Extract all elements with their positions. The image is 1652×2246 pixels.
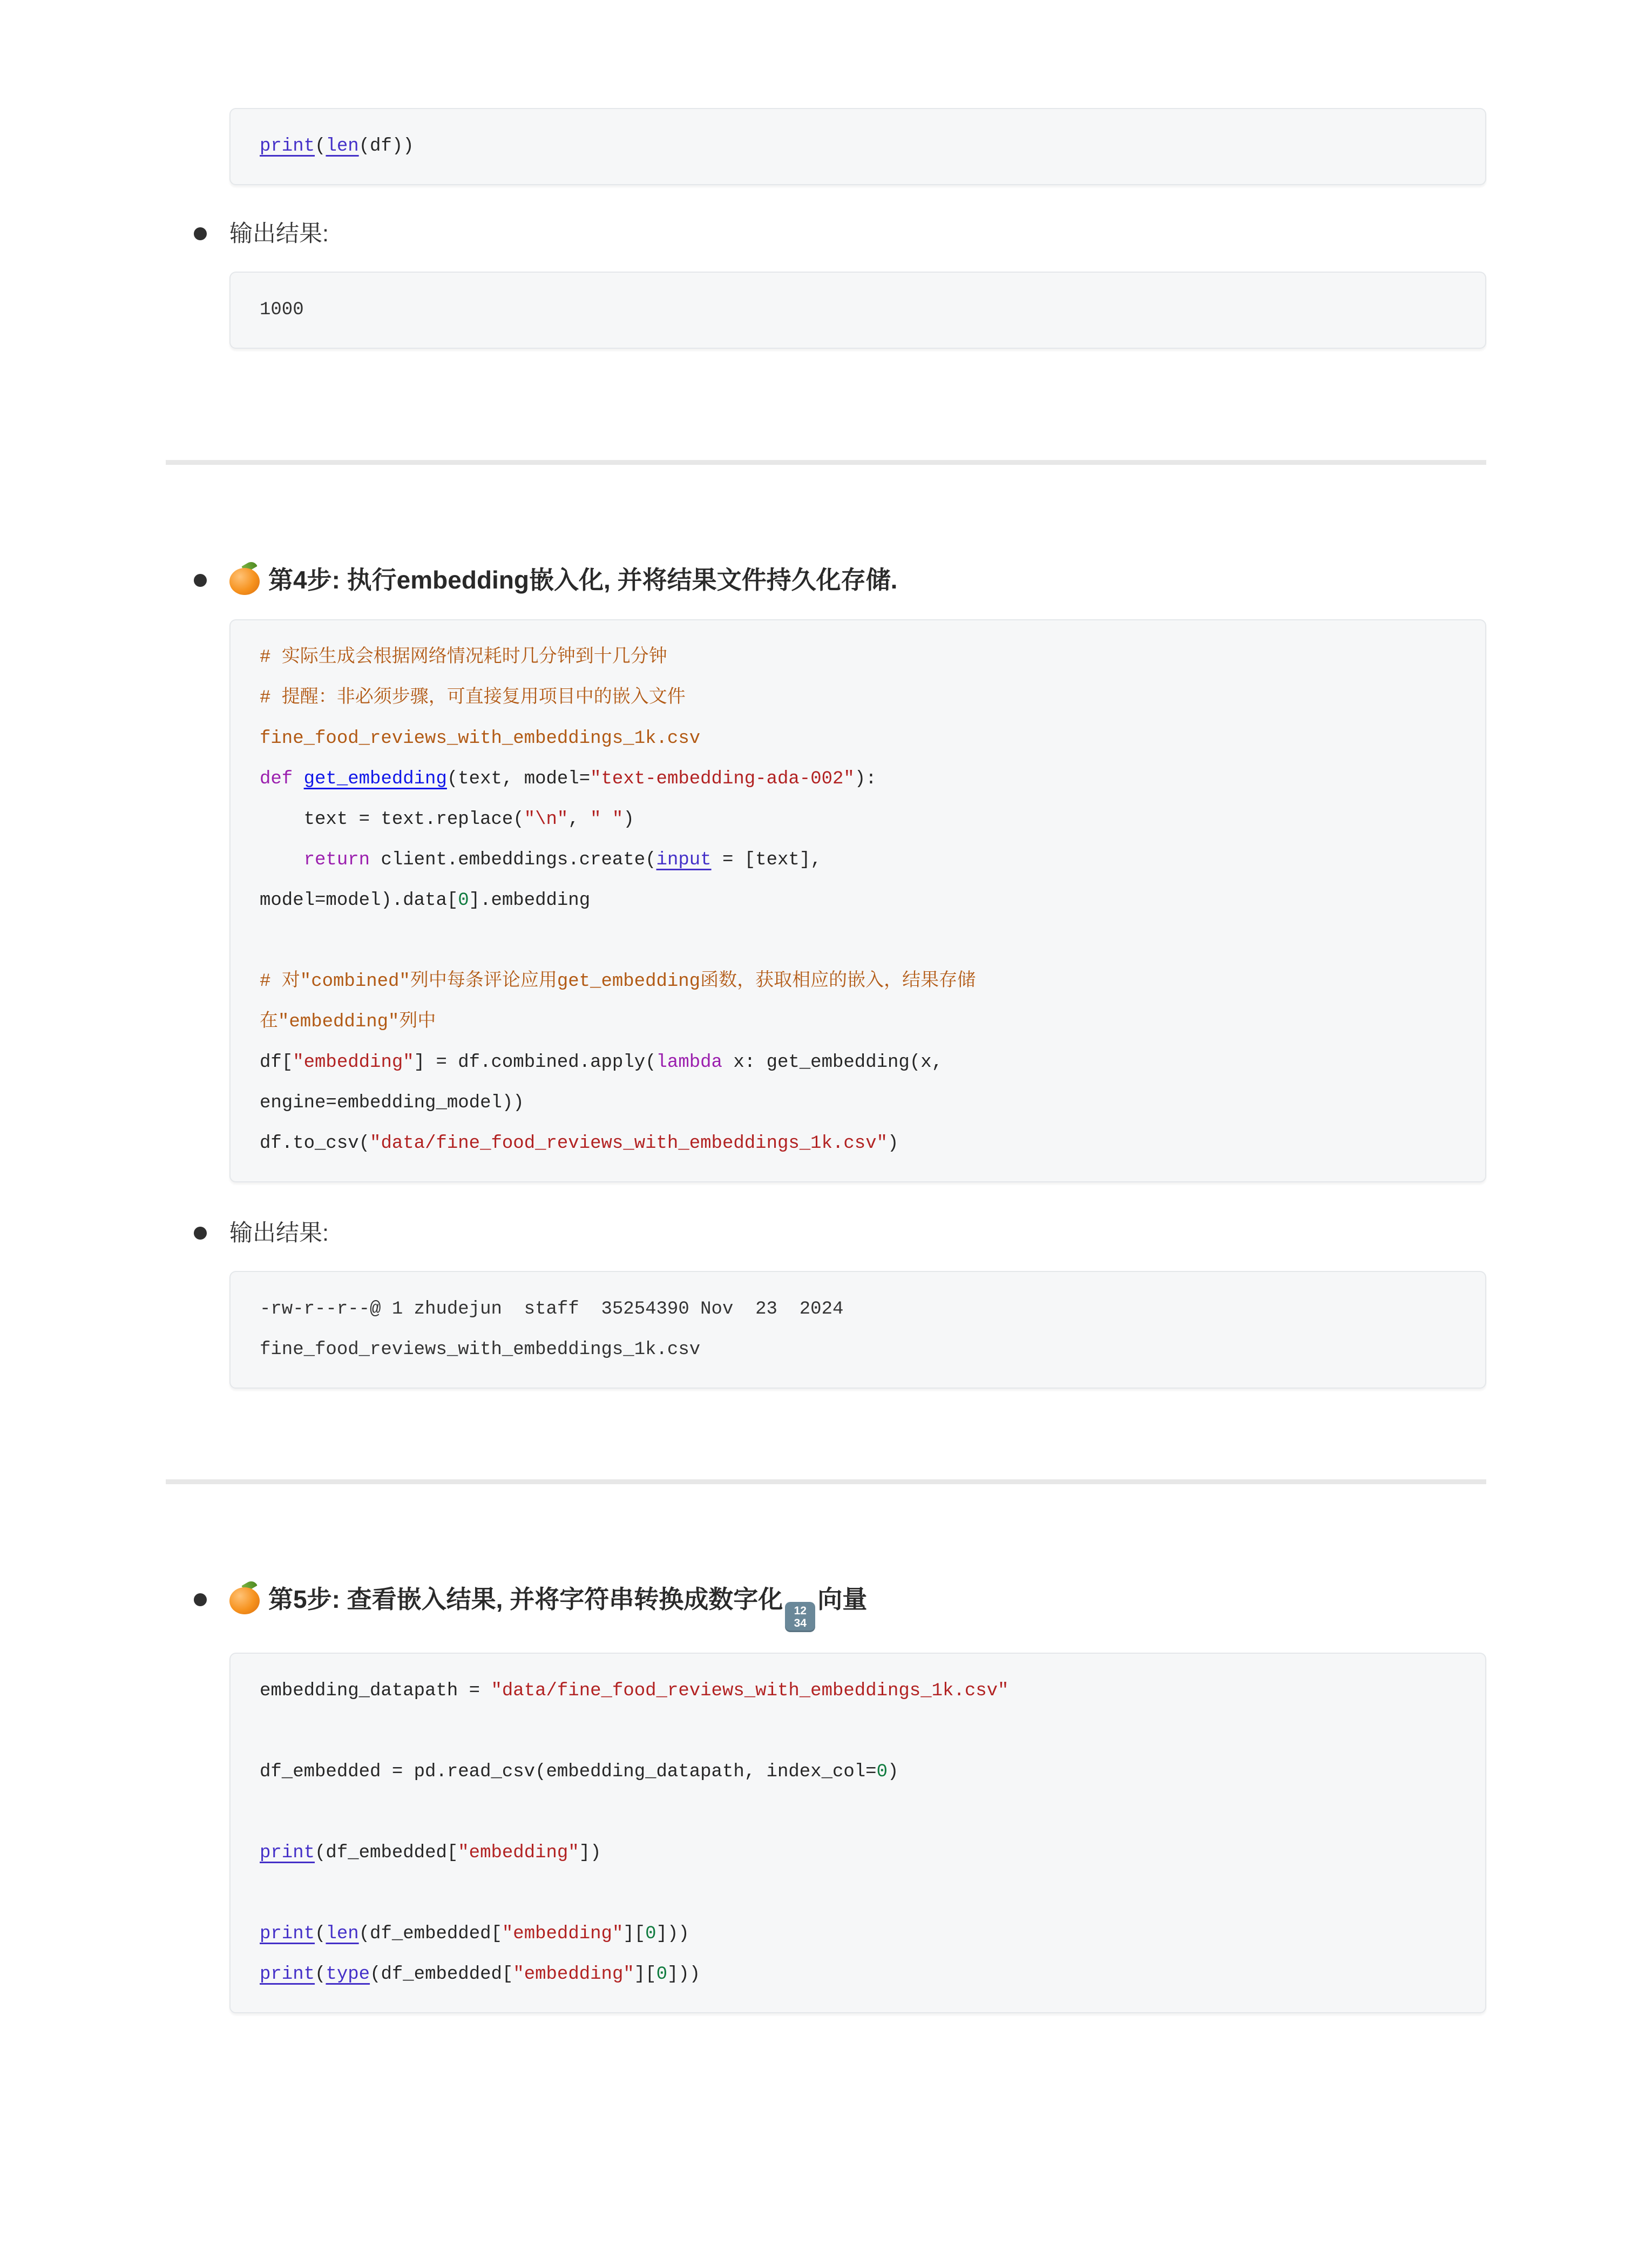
code-line: df.to_csv("data/fine_food_reviews_with_embeddings_1k.csv") bbox=[260, 1133, 899, 1154]
code-line: return client.embeddings.create(input = [text], bbox=[303, 850, 822, 870]
output-block-file-listing bbox=[229, 1271, 1486, 1389]
list-bullet-icon bbox=[194, 227, 207, 240]
code-block-embedding-generation bbox=[229, 619, 1486, 1182]
step5-title-suffix: 向量 bbox=[817, 1585, 868, 1613]
code-line: fine_food_reviews_with_embeddings_1k.csv bbox=[260, 728, 701, 749]
code-line: embedding_datapath = "data/fine_food_reviews_with_embeddings_1k.csv" bbox=[260, 1681, 1009, 1701]
code-block-view-embedding bbox=[229, 1653, 1486, 2013]
step5-heading bbox=[229, 1580, 867, 1632]
numbers-emoji-top-digits: 12 bbox=[794, 1605, 807, 1617]
code-line bbox=[260, 1873, 1456, 1914]
code-line: fine_food_reviews_with_embeddings_1k.csv bbox=[260, 1340, 701, 1360]
numbers-emoji-bottom-digits: 34 bbox=[794, 1617, 807, 1629]
code-line: print(len(df_embedded["embedding"][0])) bbox=[260, 1924, 689, 1944]
list-bullet-icon bbox=[194, 574, 207, 587]
code-line: df_embedded = pd.read_csv(embedding_datapath, index_col=0) bbox=[260, 1762, 899, 1782]
tangerine-emoji-icon bbox=[229, 1583, 260, 1614]
code-line: engine=embedding_model)) bbox=[260, 1093, 524, 1113]
code-line: print(type(df_embedded["embedding"][0])) bbox=[260, 1964, 701, 1985]
code-line: 在"embedding"列中 bbox=[260, 1012, 436, 1032]
output-block-1000 bbox=[229, 272, 1486, 349]
code-line: def get_embedding(text, model="text-embedding-ada-002"): bbox=[260, 769, 877, 789]
code-line bbox=[260, 921, 1456, 962]
step5-title-prefix: 第5步: 查看嵌入结果, 并将字符串转换成数字化 bbox=[268, 1585, 783, 1613]
list-bullet-icon bbox=[194, 1227, 207, 1240]
code-line: # 对"combined"列中每条评论应用get_embedding函数，获取相应的嵌入，结果存储 bbox=[260, 971, 976, 992]
output-result-label: 输出结果: bbox=[229, 221, 329, 247]
tangerine-emoji-icon bbox=[229, 564, 260, 595]
step4-heading bbox=[229, 561, 897, 599]
code-line: df["embedding"] = df.combined.apply(lambda x: get_embedding(x, bbox=[260, 1052, 943, 1073]
list-bullet-icon bbox=[194, 1593, 207, 1606]
code-line bbox=[260, 1792, 1456, 1833]
code-line: text = text.replace("\n", " ") bbox=[260, 809, 634, 830]
list-item-step5-heading bbox=[166, 1580, 1486, 1632]
code-line: print(len(df)) bbox=[260, 136, 414, 157]
code-line bbox=[260, 1711, 1456, 1752]
step4-title: 第4步: 执行embedding嵌入化, 并将结果文件持久化存储. bbox=[268, 566, 898, 594]
list-item-output-result-1 bbox=[166, 215, 1486, 252]
output-result-label: 输出结果: bbox=[229, 1220, 329, 1246]
code-block-print-len bbox=[229, 108, 1486, 185]
code-line: -rw-r--r--@ 1 zhudejun staff 35254390 Nov 23 2024 bbox=[260, 1299, 844, 1320]
code-line: 1000 bbox=[260, 300, 304, 320]
code-line: # 实际生成会根据网络情况耗时几分钟到十几分钟 bbox=[260, 647, 667, 668]
code-line: model=model).data[0].embedding bbox=[260, 890, 591, 911]
document-page bbox=[0, 108, 1652, 2013]
input-numbers-emoji-icon bbox=[785, 1602, 815, 1632]
code-line: print(df_embedded["embedding"]) bbox=[260, 1843, 601, 1863]
code-line: # 提醒：非必须步骤，可直接复用项目中的嵌入文件 bbox=[260, 688, 686, 708]
list-item-step4-heading bbox=[166, 561, 1486, 599]
list-item-output-result-2 bbox=[166, 1215, 1486, 1251]
section-divider bbox=[166, 460, 1486, 465]
section-divider bbox=[166, 1479, 1486, 1484]
